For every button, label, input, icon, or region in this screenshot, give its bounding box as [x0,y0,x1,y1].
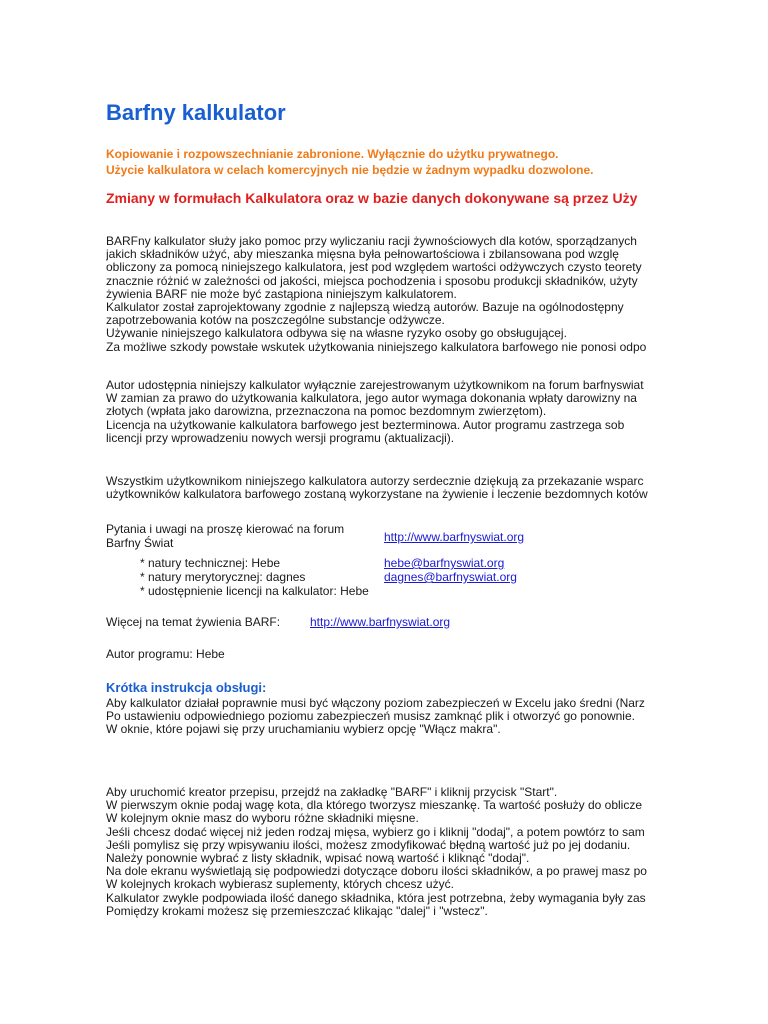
content-email-link[interactable]: dagnes@barfnyswiat.org [384,570,517,584]
text-line: Używanie niniejszego kalkulatora odbywa się na własne ryzyko osoby go obsługującej. [106,326,567,341]
security-paragraph [106,697,686,737]
text-line: Za możliwe szkody powstałe wskutek użytkowania niniejszego kalkulatora barfowego nie ponosi odpo [106,339,647,354]
text-line: Wszystkim użytkownikom niniejszego kalkulatora autorzy serdecznie dziękują za przekazanie wsparc [106,475,644,488]
text-line: licencji przy wprowadzeniu nowych wersji programu (aktualizacji). [106,430,455,445]
text-line: W pierwszym oknie podaj wagę kota, dla którego tworzysz mieszankę. Ta wartość posłuży do oblicze [106,798,643,813]
text-line: W oknie, które pojawi się przy uruchamianiu wybierz opcję "Włącz makra". [106,722,501,737]
thanks-paragraph [106,475,686,501]
forum-link[interactable]: http://www.barfnyswiat.org [384,530,525,544]
technical-email-link[interactable]: hebe@barfnyswiat.org [384,556,505,570]
page-title: Barfny kalkulator [106,100,286,125]
text-line: Kalkulator zwykle podpowiada ilość danego składnika, która jest potrzebna, żeby wymagania były zas [106,890,646,905]
text-line: Aby uruchomić kreator przepisu, przejdź na zakładkę "BARF" i kliknij przycisk "Start". [106,786,558,799]
license-paragraph [106,379,686,445]
more-info-link[interactable]: http://www.barfnyswiat.org [310,615,451,629]
formula-notice: Zmiany w formułach Kalkulatora oraz w bazie danych dokonywane są przez Uży [106,190,638,206]
text-line: W zamian za prawo do użytkowania kalkulatora, jego autor wymaga dokonania wpłaty darowizny na [106,391,637,406]
contact-technical: * natury technicznej: Hebe [140,556,281,570]
text-line: W kolejnym oknie masz do wyboru różne składniki mięsne. [106,811,419,826]
text-line: W kolejnych krokach wybierasz suplementy, których chcesz użyć. [106,877,454,892]
contact-forum-name: Barfny Świat [106,536,174,550]
contact-content: * natury merytorycznej: dagnes [140,570,306,584]
text-line: jakich składników użyć, aby mieszanka mięsna była pełnowartościowa i zbilansowana pod wzglę [106,247,619,262]
text-line: zapotrzebowania kotów na poszczególne substancje odżywcze. [106,313,445,328]
commercial-warning: Użycie kalkulatora w celach komercyjnych nie będzie w żadnym wypadku dozwolone. [106,163,594,177]
text-line: żywienia BARF nie może być zastąpiona niniejszym kalkulatorem. [106,286,457,301]
text-line: Pomiędzy krokami możesz się przemieszczać klikając "dalej" i "wstecz". [106,903,488,918]
text-line: Autor udostępnia niniejszy kalkulator wyłącznie zarejestrowanym użytkownikom na forum barfnyswiat [106,379,644,392]
instructions-heading: Krótka instrukcja obsługi: [106,680,267,695]
text-line: Po ustawieniu odpowiedniego poziomu zabezpieczeń musisz zamknąć plik i otworzyć go ponownie. [106,709,635,724]
text-line: Kalkulator został zaprojektowany zgodnie z najlepszą wiedzą autorów. Bazuje na ogólnodostępny [106,300,624,315]
text-line: Jeśli chcesz dodać więcej niż jeden rodzaj mięsa, wybierz go i kliknij "dodaj", a potem powtórz to sam [106,824,645,839]
text-line: Licencja na użytkowanie kalkulatora barfowego jest bezterminowa. Autor programu zastrzega sob [106,417,625,432]
text-line: obliczony za pomocą niniejszego kalkulatora, jest pod względem wartości odżywczych czysto teorety [106,260,642,275]
text-line: Aby kalkulator działał poprawnie musi być włączony poziom zabezpieczeń w Excelu jako średni (Narz [106,697,645,710]
contact-question: Pytania i uwagi na proszę kierować na forum [106,522,345,536]
usage-paragraph [106,786,686,918]
text-line: BARFny kalkulator służy jako pomoc przy wyliczaniu racji żywnościowych dla kotów, sporządzanych [106,235,637,248]
text-line: złotych (wpłata jako darowizna, przeznaczona na pomoc bezdomnym zwierzętom). [106,404,547,419]
text-line: Należy ponownie wybrać z listy składnik, wpisać nową wartość i kliknąć "dodaj". [106,851,530,866]
text-line: użytkowników kalkulatora barfowego zostaną wykorzystane na żywienie i leczenie bezdomnych kotów [106,487,648,502]
copy-warning: Kopiowanie i rozpowszechnianie zabronione. Wyłącznie do użytku prywatnego. [106,147,559,161]
text-line: znacznie różnić w zależności od jakości, miejsca pochodzenia i sposobu produkcji składników, użyty [106,273,638,288]
more-info-label: Więcej na temat żywienia BARF: [106,615,281,629]
contact-licence: * udostępnienie licencji na kalkulator: Hebe [140,584,369,598]
text-line: Jeśli pomylisz się przy wpisywaniu ilości, możesz zmodyfikować błędną wartość już po jej dodaniu. [106,837,631,852]
author-line: Autor programu: Hebe [106,647,225,661]
text-line: Na dole ekranu wyświetlają się podpowiedzi dotyczące doboru ilości składników, a po prawej masz po [106,864,647,879]
intro-paragraph [106,235,686,354]
